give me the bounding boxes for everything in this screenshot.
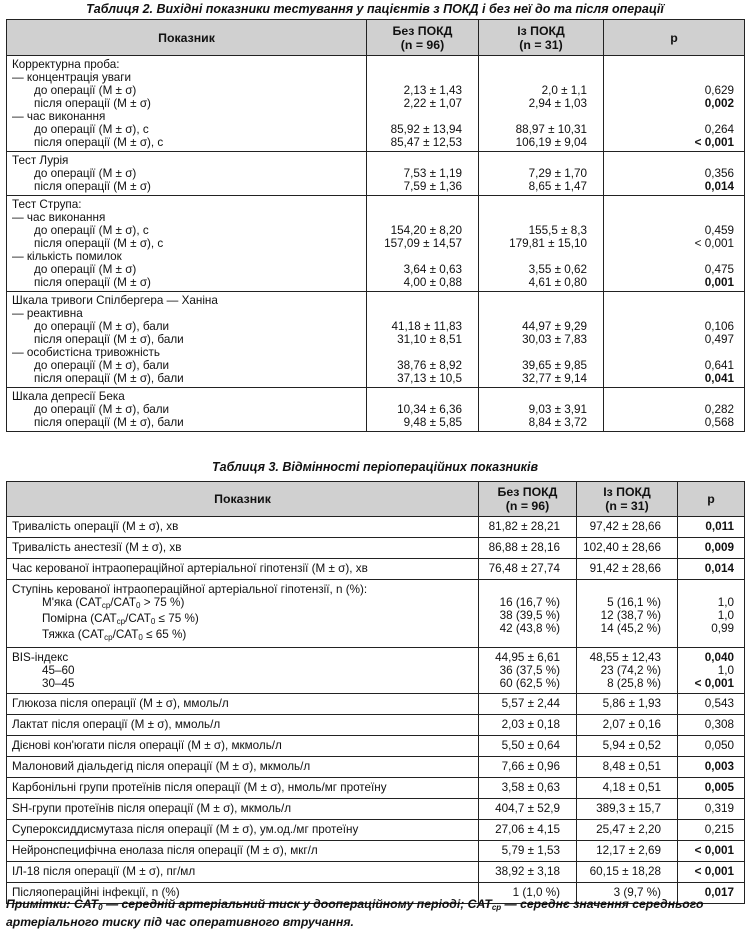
value-without-pocd: 7,53 ± 1,19 bbox=[403, 167, 462, 180]
value-without-pocd: 9,48 ± 5,85 bbox=[403, 416, 462, 429]
indicator-label: Післяопераційні інфекції, n (%) bbox=[12, 886, 180, 899]
value-with-pocd: 8 (25,8 %) bbox=[607, 677, 661, 690]
value-with-pocd: 14 (45,2 %) bbox=[600, 622, 661, 635]
value-without-pocd bbox=[371, 198, 462, 211]
value-with-pocd: 5,86 ± 1,93 bbox=[602, 697, 661, 710]
p-value: 0,543 bbox=[704, 697, 734, 710]
p-value: 0,005 bbox=[704, 781, 734, 794]
indicator-label: після операції (M ± σ) bbox=[34, 276, 151, 289]
p-value-cell bbox=[678, 694, 745, 715]
indicator-label: до операції (M ± σ) bbox=[34, 84, 137, 97]
table-row bbox=[7, 820, 745, 841]
p-value: 1,0 bbox=[717, 664, 734, 677]
value-with-pocd: 179,81 ± 15,10 bbox=[509, 237, 587, 250]
table-row bbox=[7, 841, 745, 862]
header-without-pocd: Без ПОКД (n = 96) bbox=[367, 20, 479, 56]
table2-title: Таблиця 2. Вихідні показники тестування у пацієнтів з ПОКД і без неї до та після операції bbox=[86, 2, 664, 16]
without-pocd-cell bbox=[479, 648, 577, 694]
indicator-label: до операції (M ± σ) bbox=[34, 167, 137, 180]
without-pocd-cell bbox=[367, 388, 479, 432]
without-pocd-cell bbox=[479, 538, 577, 559]
with-pocd-cell bbox=[577, 559, 678, 580]
p-value-cell bbox=[604, 56, 745, 152]
value-without-pocd bbox=[371, 110, 462, 123]
indicator-label: М'яка ($CAT_{ср}/CAT_0 > 75$ %) bbox=[42, 596, 185, 610]
value-with-pocd bbox=[483, 346, 587, 359]
without-pocd-cell bbox=[367, 196, 479, 292]
table-row bbox=[7, 736, 745, 757]
header-p-value: p bbox=[678, 482, 745, 517]
table-row bbox=[7, 694, 745, 715]
value-with-pocd bbox=[483, 110, 587, 123]
indicator-label: Ступінь керованої інтраопераційної артеріальної гіпотензії, n (%): bbox=[12, 583, 368, 596]
value-without-pocd: 31,10 ± 8,51 bbox=[397, 333, 462, 346]
without-pocd-cell bbox=[479, 778, 577, 799]
indicator-label: Карбонільні групи протеїнів після операції (M ± σ), нмоль/мг протеїну bbox=[12, 781, 387, 794]
indicator-label: — час виконання bbox=[12, 211, 106, 224]
indicator-cell bbox=[7, 648, 479, 694]
p-value bbox=[608, 390, 734, 403]
p-value-cell bbox=[678, 778, 745, 799]
without-pocd-cell bbox=[479, 820, 577, 841]
value-with-pocd: 30,03 ± 7,83 bbox=[522, 333, 587, 346]
p-value-cell bbox=[678, 559, 745, 580]
value-with-pocd: 12 (38,7 %) bbox=[600, 609, 661, 622]
p-value: < 0,001 bbox=[694, 865, 734, 878]
value-without-pocd bbox=[371, 294, 462, 307]
indicator-cell bbox=[7, 580, 479, 648]
value-with-pocd bbox=[483, 390, 587, 403]
value-without-pocd: 2,13 ± 1,43 bbox=[403, 84, 462, 97]
p-value: 0,308 bbox=[704, 718, 734, 731]
without-pocd-cell bbox=[479, 715, 577, 736]
with-pocd-cell bbox=[479, 292, 604, 388]
value-without-pocd: 41,18 ± 11,83 bbox=[391, 320, 462, 333]
indicator-label: до операції (M ± σ), бали bbox=[34, 403, 170, 416]
p-value-cell bbox=[678, 648, 745, 694]
p-value: 0,99 bbox=[711, 622, 734, 635]
without-pocd-cell bbox=[367, 152, 479, 196]
p-value: 1,0 bbox=[717, 596, 734, 609]
indicator-cell bbox=[7, 862, 479, 883]
without-pocd-cell bbox=[479, 862, 577, 883]
indicator-label: до операції (M ± σ) bbox=[34, 263, 137, 276]
without-pocd-cell bbox=[367, 292, 479, 388]
value-without-pocd: 2,22 ± 1,07 bbox=[403, 97, 462, 110]
value-with-pocd: 48,55 ± 12,43 bbox=[589, 651, 661, 664]
with-pocd-cell bbox=[577, 715, 678, 736]
with-pocd-cell bbox=[577, 799, 678, 820]
table-row bbox=[7, 715, 745, 736]
value-with-pocd: 23 (74,2 %) bbox=[600, 664, 661, 677]
table-row bbox=[7, 862, 745, 883]
value-with-pocd bbox=[483, 294, 587, 307]
value-with-pocd: 39,65 ± 9,85 bbox=[522, 359, 587, 372]
indicator-label: після операції (M ± σ), с bbox=[34, 136, 164, 149]
value-with-pocd: 2,07 ± 0,16 bbox=[602, 718, 661, 731]
value-without-pocd: 5,57 ± 2,44 bbox=[501, 697, 560, 710]
header-with-pocd: Із ПОКД (n = 31) bbox=[577, 482, 678, 517]
value-with-pocd: 4,61 ± 0,80 bbox=[528, 276, 587, 289]
value-without-pocd: 404,7 ± 52,9 bbox=[495, 802, 560, 815]
table3 bbox=[6, 481, 745, 904]
p-value bbox=[608, 154, 734, 167]
value-without-pocd: 38 (39,5 %) bbox=[499, 609, 560, 622]
without-pocd-cell bbox=[479, 736, 577, 757]
indicator-label: 45–60 bbox=[42, 664, 75, 677]
indicator-cell bbox=[7, 388, 367, 432]
without-pocd-cell bbox=[479, 580, 577, 648]
indicator-label: — кількість помилок bbox=[12, 250, 122, 263]
p-value: 0,282 bbox=[704, 403, 734, 416]
value-without-pocd: 37,13 ± 10,5 bbox=[397, 372, 462, 385]
indicator-label: після операції (M ± σ) bbox=[34, 97, 151, 110]
value-with-pocd: 389,3 ± 15,7 bbox=[596, 802, 661, 815]
p-value: 0,319 bbox=[704, 802, 734, 815]
table-row bbox=[7, 757, 745, 778]
indicator-cell bbox=[7, 715, 479, 736]
value-without-pocd bbox=[371, 71, 462, 84]
p-value-cell bbox=[604, 196, 745, 292]
header-p-value: p bbox=[604, 20, 745, 56]
indicator-label: після операції (M ± σ), бали bbox=[34, 416, 184, 429]
with-pocd-cell bbox=[479, 152, 604, 196]
indicator-label: Тривалість операції (M ± σ), хв bbox=[12, 520, 179, 533]
value-with-pocd: 8,65 ± 1,47 bbox=[528, 180, 587, 193]
value-with-pocd: 2,94 ± 1,03 bbox=[528, 97, 587, 110]
value-without-pocd: 5,79 ± 1,53 bbox=[501, 844, 560, 857]
value-without-pocd: 2,03 ± 0,18 bbox=[501, 718, 560, 731]
value-with-pocd: 3,55 ± 0,62 bbox=[528, 263, 587, 276]
value-with-pocd: 2,0 ± 1,1 bbox=[541, 84, 587, 97]
p-value bbox=[608, 198, 734, 211]
indicator-label: Помірна ($CAT_{ср}/CAT_0 \le 75$ %) bbox=[42, 612, 199, 626]
p-value-cell bbox=[604, 152, 745, 196]
indicator-label: SH-групи протеїнів після операції (M ± σ), мкмоль/л bbox=[12, 802, 292, 815]
with-pocd-cell bbox=[577, 820, 678, 841]
p-value: 0,215 bbox=[704, 823, 734, 836]
without-pocd-cell bbox=[479, 757, 577, 778]
header-without-pocd: Без ПОКД (n = 96) bbox=[479, 482, 577, 517]
indicator-label: Нейронспецифічна енолаза після операції (M ± σ), мкг/л bbox=[12, 844, 318, 857]
with-pocd-cell bbox=[577, 694, 678, 715]
value-without-pocd: 42 (43,8 %) bbox=[499, 622, 560, 635]
table-notes: Примітки: $CAT_0$ — середній артеріальний тиск у доопераційному періоді; $CAT_{ср}$ — середнє значення середнього артеріального тиску під час оперативного втручання. bbox=[6, 897, 704, 929]
p-value: 0,002 bbox=[704, 97, 734, 110]
p-value-cell bbox=[678, 820, 745, 841]
value-with-pocd bbox=[483, 211, 587, 224]
value-with-pocd: 12,17 ± 2,69 bbox=[596, 844, 661, 857]
table-row bbox=[7, 152, 745, 196]
value-with-pocd bbox=[483, 154, 587, 167]
header-indicator: Показник bbox=[7, 482, 479, 517]
indicator-label: Лактат після операції (M ± σ), ммоль/л bbox=[12, 718, 221, 731]
p-value bbox=[608, 211, 734, 224]
without-pocd-cell bbox=[479, 841, 577, 862]
p-value bbox=[608, 58, 734, 71]
indicator-label: Малоновий діальдегід після операції (M ± σ), мкмоль/л bbox=[12, 760, 311, 773]
indicator-cell bbox=[7, 757, 479, 778]
p-value-cell bbox=[604, 292, 745, 388]
p-value-cell bbox=[678, 538, 745, 559]
indicator-label: після операції (M ± σ), бали bbox=[34, 333, 184, 346]
table3-title: Таблиця 3. Відмінності періопераційних показників bbox=[211, 460, 538, 474]
value-without-pocd: 27,06 ± 4,15 bbox=[495, 823, 560, 836]
header-indicator: Показник bbox=[7, 20, 367, 56]
table-row bbox=[7, 778, 745, 799]
table2 bbox=[6, 19, 745, 432]
value-without-pocd: 3,58 ± 0,63 bbox=[501, 781, 560, 794]
table-row bbox=[7, 517, 745, 538]
indicator-cell bbox=[7, 820, 479, 841]
value-without-pocd: 16 (16,7 %) bbox=[499, 596, 560, 609]
indicator-label: після операції (M ± σ), бали bbox=[34, 372, 184, 385]
value-without-pocd: 85,92 ± 13,94 bbox=[390, 123, 462, 136]
p-value-cell bbox=[678, 757, 745, 778]
value-without-pocd: 86,88 ± 28,16 bbox=[488, 541, 560, 554]
value-without-pocd bbox=[371, 211, 462, 224]
value-without-pocd bbox=[483, 583, 560, 596]
indicator-cell bbox=[7, 56, 367, 152]
value-without-pocd bbox=[371, 307, 462, 320]
indicator-label: до операції (M ± σ), бали bbox=[34, 359, 170, 372]
p-value: 0,001 bbox=[704, 276, 734, 289]
value-with-pocd bbox=[483, 198, 587, 211]
indicator-label: Дієнові кон'югати після операції (M ± σ), мкмоль/л bbox=[12, 739, 282, 752]
without-pocd-cell bbox=[367, 56, 479, 152]
p-value: 0,459 bbox=[704, 224, 734, 237]
with-pocd-cell bbox=[479, 56, 604, 152]
value-without-pocd: 10,34 ± 6,36 bbox=[397, 403, 462, 416]
p-value bbox=[608, 110, 734, 123]
table-row bbox=[7, 196, 745, 292]
value-with-pocd: 7,29 ± 1,70 bbox=[528, 167, 587, 180]
value-without-pocd: 1 (1,0 %) bbox=[512, 886, 560, 899]
indicator-label: Тест Струпа: bbox=[12, 198, 82, 211]
with-pocd-cell bbox=[479, 196, 604, 292]
indicator-label: після операції (M ± σ), с bbox=[34, 237, 164, 250]
p-value: 0,017 bbox=[704, 886, 734, 899]
value-with-pocd: 5 (16,1 %) bbox=[607, 596, 661, 609]
value-with-pocd: 4,18 ± 0,51 bbox=[602, 781, 661, 794]
table-row bbox=[7, 292, 745, 388]
value-without-pocd: 157,09 ± 14,57 bbox=[384, 237, 462, 250]
value-with-pocd: 155,5 ± 8,3 bbox=[528, 224, 587, 237]
indicator-label: — концентрація уваги bbox=[12, 71, 132, 84]
value-with-pocd bbox=[483, 307, 587, 320]
value-with-pocd: 88,97 ± 10,31 bbox=[515, 123, 587, 136]
value-without-pocd bbox=[371, 58, 462, 71]
value-with-pocd: 102,40 ± 28,66 bbox=[583, 541, 661, 554]
p-value: < 0,001 bbox=[694, 136, 734, 149]
value-without-pocd: 85,47 ± 12,53 bbox=[390, 136, 462, 149]
p-value-cell bbox=[678, 862, 745, 883]
value-with-pocd: 44,97 ± 9,29 bbox=[522, 320, 587, 333]
p-value bbox=[608, 294, 734, 307]
value-without-pocd: 81,82 ± 28,21 bbox=[488, 520, 560, 533]
indicator-cell bbox=[7, 152, 367, 196]
with-pocd-cell bbox=[577, 580, 678, 648]
p-value: 0,011 bbox=[705, 520, 734, 533]
indicator-cell bbox=[7, 841, 479, 862]
value-without-pocd: 7,59 ± 1,36 bbox=[403, 180, 462, 193]
value-without-pocd: 4,00 ± 0,88 bbox=[403, 276, 462, 289]
value-without-pocd: 7,66 ± 0,96 bbox=[501, 760, 560, 773]
p-value bbox=[608, 250, 734, 263]
value-with-pocd: 9,03 ± 3,91 bbox=[528, 403, 587, 416]
indicator-cell bbox=[7, 799, 479, 820]
value-with-pocd: 32,77 ± 9,14 bbox=[522, 372, 587, 385]
p-value-cell bbox=[678, 841, 745, 862]
value-without-pocd: 3,64 ± 0,63 bbox=[403, 263, 462, 276]
without-pocd-cell bbox=[479, 694, 577, 715]
without-pocd-cell bbox=[479, 799, 577, 820]
with-pocd-cell bbox=[577, 841, 678, 862]
indicator-label: до операції (M ± σ), с bbox=[34, 224, 149, 237]
p-value: 0,041 bbox=[704, 372, 734, 385]
value-with-pocd: 8,84 ± 3,72 bbox=[528, 416, 587, 429]
indicator-label: Глюкоза після операції (M ± σ), ммоль/л bbox=[12, 697, 229, 710]
with-pocd-cell bbox=[577, 538, 678, 559]
indicator-label: BIS-індекс bbox=[12, 651, 69, 664]
indicator-cell bbox=[7, 538, 479, 559]
value-without-pocd: 38,76 ± 8,92 bbox=[397, 359, 462, 372]
indicator-label: Шкала депресії Бека bbox=[12, 390, 125, 403]
value-without-pocd: 60 (62,5 %) bbox=[499, 677, 560, 690]
value-with-pocd: 3 (9,7 %) bbox=[613, 886, 661, 899]
without-pocd-cell bbox=[479, 559, 577, 580]
value-with-pocd bbox=[483, 71, 587, 84]
table-row bbox=[7, 388, 745, 432]
indicator-label: Час керованої інтраопераційної артеріальної гіпотензії (M ± σ), хв bbox=[12, 562, 368, 575]
value-without-pocd bbox=[371, 154, 462, 167]
p-value: 0,009 bbox=[704, 541, 734, 554]
p-value bbox=[608, 71, 734, 84]
p-value-cell bbox=[604, 388, 745, 432]
indicator-cell bbox=[7, 517, 479, 538]
with-pocd-cell bbox=[577, 517, 678, 538]
indicator-label: — реактивна bbox=[12, 307, 83, 320]
p-value: 0,568 bbox=[704, 416, 734, 429]
table-row bbox=[7, 799, 745, 820]
value-without-pocd bbox=[371, 390, 462, 403]
p-value: 0,475 bbox=[704, 263, 734, 276]
header-with-pocd: Із ПОКД (n = 31) bbox=[479, 20, 604, 56]
indicator-cell bbox=[7, 778, 479, 799]
p-value-cell bbox=[678, 517, 745, 538]
table-row bbox=[7, 56, 745, 152]
p-value: 1,0 bbox=[717, 609, 734, 622]
value-without-pocd: 38,92 ± 3,18 bbox=[495, 865, 560, 878]
p-value: 0,356 bbox=[704, 167, 734, 180]
p-value-cell bbox=[678, 715, 745, 736]
value-with-pocd: 25,47 ± 2,20 bbox=[596, 823, 661, 836]
with-pocd-cell bbox=[577, 862, 678, 883]
with-pocd-cell bbox=[577, 648, 678, 694]
indicator-cell bbox=[7, 559, 479, 580]
p-value: 0,014 bbox=[704, 180, 734, 193]
p-value: < 0,001 bbox=[694, 237, 734, 250]
indicator-label: Шкала тривоги Спілбергера — Ханіна bbox=[12, 294, 218, 307]
indicator-label: — час виконання bbox=[12, 110, 106, 123]
value-with-pocd: 60,15 ± 18,28 bbox=[589, 865, 661, 878]
p-value: 0,003 bbox=[704, 760, 734, 773]
indicator-label: 30–45 bbox=[42, 677, 75, 690]
indicator-cell bbox=[7, 196, 367, 292]
value-with-pocd bbox=[483, 58, 587, 71]
indicator-label: Тривалість анестезії (M ± σ), хв bbox=[12, 541, 182, 554]
p-value: < 0,001 bbox=[694, 677, 734, 690]
table-row bbox=[7, 538, 745, 559]
value-without-pocd: 36 (37,5 %) bbox=[499, 664, 560, 677]
p-value-cell bbox=[678, 799, 745, 820]
with-pocd-cell bbox=[577, 736, 678, 757]
p-value: 0,106 bbox=[704, 320, 734, 333]
indicator-label: Тяжка ($CAT_{ср}/CAT_0 \le 65$ %) bbox=[42, 628, 187, 642]
table-row bbox=[7, 559, 745, 580]
p-value bbox=[608, 307, 734, 320]
table-row bbox=[7, 648, 745, 694]
without-pocd-cell bbox=[479, 517, 577, 538]
indicator-label: Супероксиддисмутаза після операції (M ± σ), ум.од./мг протеїну bbox=[12, 823, 359, 836]
p-value-cell bbox=[678, 736, 745, 757]
with-pocd-cell bbox=[577, 757, 678, 778]
indicator-label: Тест Лурія bbox=[12, 154, 69, 167]
p-value: < 0,001 bbox=[694, 844, 734, 857]
value-without-pocd: 5,50 ± 0,64 bbox=[501, 739, 560, 752]
p-value bbox=[682, 583, 734, 596]
p-value: 0,050 bbox=[704, 739, 734, 752]
value-without-pocd: 76,48 ± 27,74 bbox=[488, 562, 560, 575]
indicator-label: до операції (M ± σ), бали bbox=[34, 320, 170, 333]
value-with-pocd bbox=[483, 250, 587, 263]
p-value: 0,629 bbox=[704, 84, 734, 97]
p-value: 0,014 bbox=[704, 562, 734, 575]
indicator-label: до операції (M ± σ), с bbox=[34, 123, 149, 136]
p-value: 0,497 bbox=[704, 333, 734, 346]
value-with-pocd bbox=[581, 583, 661, 596]
value-without-pocd bbox=[371, 250, 462, 263]
table-row bbox=[7, 580, 745, 648]
indicator-label: ІЛ-18 після операції (M ± σ), пг/мл bbox=[12, 865, 196, 878]
value-with-pocd: 5,94 ± 0,52 bbox=[602, 739, 661, 752]
indicator-cell bbox=[7, 736, 479, 757]
value-without-pocd: 44,95 ± 6,61 bbox=[495, 651, 560, 664]
p-value: 0,040 bbox=[704, 651, 734, 664]
indicator-label: після операції (M ± σ) bbox=[34, 180, 151, 193]
p-value bbox=[608, 346, 734, 359]
value-without-pocd bbox=[371, 346, 462, 359]
value-with-pocd: 97,42 ± 28,66 bbox=[589, 520, 661, 533]
with-pocd-cell bbox=[479, 388, 604, 432]
p-value: 0,264 bbox=[704, 123, 734, 136]
value-without-pocd: 154,20 ± 8,20 bbox=[390, 224, 462, 237]
p-value-cell bbox=[678, 580, 745, 648]
value-with-pocd: 91,42 ± 28,66 bbox=[589, 562, 661, 575]
indicator-label: — особистісна тривожність bbox=[12, 346, 160, 359]
indicator-cell bbox=[7, 292, 367, 388]
value-with-pocd: 106,19 ± 9,04 bbox=[515, 136, 587, 149]
p-value: 0,641 bbox=[704, 359, 734, 372]
indicator-label: Корректурна проба: bbox=[12, 58, 120, 71]
indicator-cell bbox=[7, 694, 479, 715]
with-pocd-cell bbox=[577, 778, 678, 799]
value-with-pocd: 8,48 ± 0,51 bbox=[602, 760, 661, 773]
